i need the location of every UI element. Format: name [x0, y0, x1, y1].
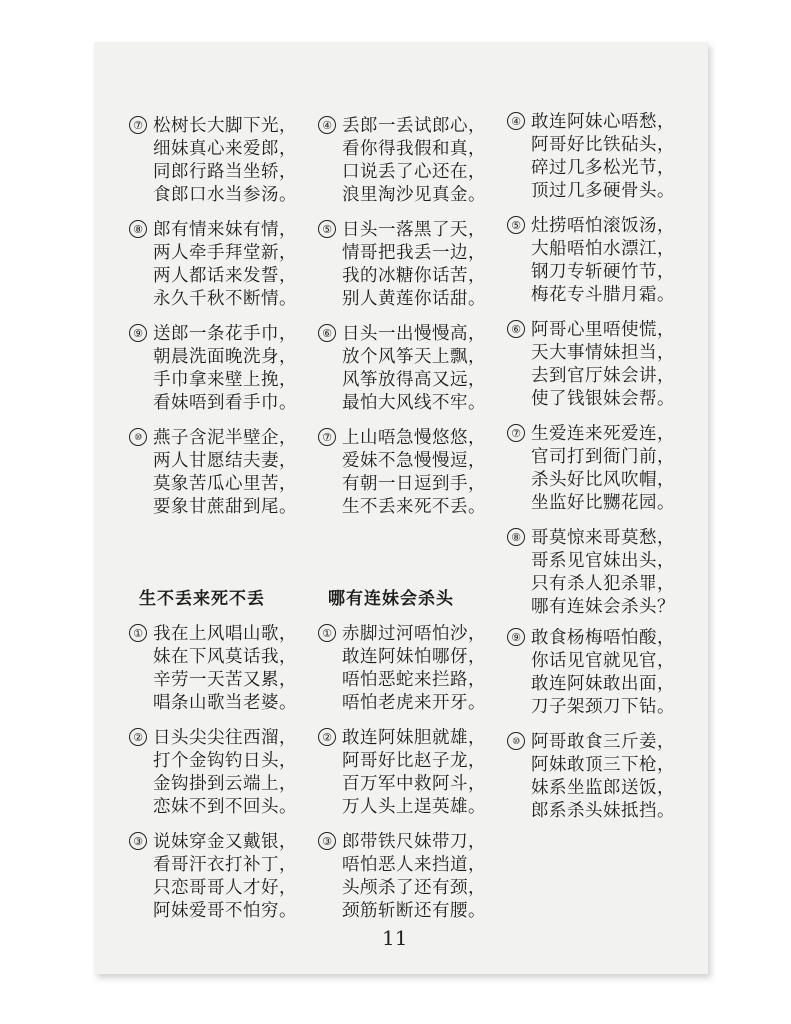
- verse-line: 我的冰糖你话苦，: [342, 266, 486, 286]
- verse-line: 日头一出慢慢高，: [342, 324, 486, 344]
- section-title: 哪有连妹会杀头: [328, 589, 454, 609]
- book-page: [94, 42, 708, 974]
- verse-line: 生爱连来死爱连，: [531, 424, 675, 444]
- verse-line: 妹在下风莫话我，: [153, 647, 297, 667]
- verse-line: 爱妹不急慢慢逗，: [342, 451, 486, 471]
- verse-number: ⑧: [507, 528, 525, 546]
- verse-line: 唔怕恶蛇来拦路，: [342, 670, 486, 690]
- verse-line: 燕子含泥半壁企，: [153, 428, 297, 448]
- verse-line: 敢连阿妹怕哪伢，: [342, 647, 486, 667]
- verse-line: 最怕大风线不牢。: [342, 393, 486, 413]
- verse-line: 松树长大脚下光，: [153, 116, 297, 136]
- verse-line: 郎系杀头妹抵挡。: [531, 801, 675, 821]
- verse-line: 情哥把我丢一边，: [342, 243, 486, 263]
- verse-number: ②: [318, 728, 336, 746]
- verse-line: 阿哥敢食三斤姜，: [531, 732, 675, 752]
- verse-number: ④: [507, 112, 525, 130]
- verse-line: 送郎一条花手巾，: [153, 324, 297, 344]
- verse-number: ①: [129, 624, 147, 642]
- verse-line: 两人甘愿结夫妻，: [153, 451, 297, 471]
- verse-number: ⑤: [507, 216, 525, 234]
- verse-line: 两人牵手拜堂新，: [153, 243, 297, 263]
- verse-line: 说妹穿金又戴银，: [153, 832, 297, 852]
- verse-line: 金钩掛到云端上，: [153, 774, 297, 794]
- verse-line: 食郎口水当参汤。: [153, 185, 297, 205]
- verse-number: ⑦: [507, 424, 525, 442]
- verse-number: ①: [318, 624, 336, 642]
- verse-line: 去到官厅妹会讲，: [531, 366, 675, 386]
- verse-line: 官司打到衙门前，: [531, 447, 675, 467]
- verse-line: 头颅杀了还有颈，: [342, 878, 486, 898]
- verse-line: 细妹真心来爱郎，: [153, 139, 297, 159]
- verse-line: 哥莫惊来哥莫愁，: [531, 528, 675, 548]
- verse-line: 莫象苦瓜心里苦，: [153, 474, 297, 494]
- verse-number: ⑨: [129, 324, 147, 342]
- page-number: 11: [382, 926, 408, 950]
- verse-number: ⑥: [318, 324, 336, 342]
- verse-number: ⑧: [129, 220, 147, 238]
- verse-line: 口说丢了心还在，: [342, 162, 486, 182]
- verse-line: 万人头上逞英雄。: [342, 797, 486, 817]
- verse-line: 别人黄莲你话甜。: [342, 289, 486, 309]
- verse-line: 看妹唔到看手巾。: [153, 393, 297, 413]
- verse-line: 顶过几多硬骨头。: [531, 181, 675, 201]
- verse-line: 使了钱银妹会帮。: [531, 389, 675, 409]
- verse-number: ⑦: [129, 116, 147, 134]
- verse-number: ⑥: [507, 320, 525, 338]
- verse-number: ⑤: [318, 220, 336, 238]
- verse-line: 哥系见官妹出头，: [531, 551, 675, 571]
- verse-line: 大船唔怕水漂江，: [531, 239, 675, 259]
- verse-line: 唱条山歌当老婆。: [153, 693, 297, 713]
- verse-line: 郎带铁尺妹带刀，: [342, 832, 486, 852]
- verse-line: 妹系坐监郎送饭，: [531, 778, 675, 798]
- verse-line: 坐监好比嬲花园。: [531, 493, 675, 513]
- verse-number: ⑩: [507, 732, 525, 750]
- verse-line: 唔怕恶人来挡道，: [342, 855, 486, 875]
- verse-line: 上山唔急慢悠悠，: [342, 428, 486, 448]
- verse-line: 只有杀人犯杀罪，: [531, 574, 675, 594]
- verse-line: 你话见官就见官，: [531, 651, 675, 671]
- verse-line: 生不丢来死不丢。: [342, 497, 486, 517]
- verse-line: 赤脚过河唔怕沙，: [342, 624, 486, 644]
- verse-line: 有朝一日逗到手，: [342, 474, 486, 494]
- verse-line: 郎有情来妹有情，: [153, 220, 297, 240]
- verse-line: 看你得我假和真，: [342, 139, 486, 159]
- verse-line: 我在上风唱山歌，: [153, 624, 297, 644]
- verse-line: 放个风筝天上飘，: [342, 347, 486, 367]
- verse-number: ⑦: [318, 428, 336, 446]
- verse-line: 日头尖尖往西溜，: [153, 728, 297, 748]
- verse-line: 灶捞唔怕滚饭汤，: [531, 216, 675, 236]
- verse-line: 同郎行路当坐轿，: [153, 162, 297, 182]
- verse-line: 阿哥好比赵子龙，: [342, 751, 486, 771]
- verse-line: 风筝放得高又远，: [342, 370, 486, 390]
- verse-line: 哪有连妹会杀头？: [531, 597, 675, 617]
- verse-line: 敢连阿妹胆就雄，: [342, 728, 486, 748]
- verse-line: 阿哥心里唔使慌，: [531, 320, 675, 340]
- verse-line: 浪里淘沙见真金。: [342, 185, 486, 205]
- verse-number: ⑨: [507, 628, 525, 646]
- verse-line: 朝晨洗面晚洗身，: [153, 347, 297, 367]
- verse-number: ⑩: [129, 428, 147, 446]
- verse-line: 天大事情妹担当，: [531, 343, 675, 363]
- verse-line: 只恋哥哥人才好，: [153, 878, 297, 898]
- verse-line: 敢连阿妹敢出面，: [531, 674, 675, 694]
- verse-line: 杀头好比风吹帽，: [531, 470, 675, 490]
- verse-line: 两人都话来发誓，: [153, 266, 297, 286]
- verse-line: 碎过几多松光节，: [531, 158, 675, 178]
- verse-line: 手巾拿来壁上挽，: [153, 370, 297, 390]
- verse-line: 敢食杨梅唔怕酸，: [531, 628, 675, 648]
- verse-line: 打个金钩钓日头，: [153, 751, 297, 771]
- verse-number: ③: [129, 832, 147, 850]
- verse-line: 刀子架颈刀下钻。: [531, 697, 675, 717]
- verse-line: 阿哥好比铁砧头，: [531, 135, 675, 155]
- section-title: 生不丢来死不丢: [139, 589, 265, 609]
- verse-line: 百万军中救阿斗，: [342, 774, 486, 794]
- verse-line: 钢刀专斩硬竹节，: [531, 262, 675, 282]
- verse-line: 日头一落黑了天，: [342, 220, 486, 240]
- verse-line: 敢连阿妹心唔愁，: [531, 112, 675, 132]
- verse-line: 丢郎一丢试郎心，: [342, 116, 486, 136]
- verse-line: 辛劳一天苦又累，: [153, 670, 297, 690]
- verse-line: 阿妹敢顶三下枪，: [531, 755, 675, 775]
- verse-line: 看哥汗衣打补丁，: [153, 855, 297, 875]
- verse-line: 梅花专斗腊月霜。: [531, 285, 675, 305]
- verse-number: ④: [318, 116, 336, 134]
- verse-line: 颈筋斩断还有腰。: [342, 901, 486, 921]
- verse-line: 阿妹爱哥不怕穷。: [153, 901, 297, 921]
- verse-number: ②: [129, 728, 147, 746]
- verse-line: 永久千秋不断情。: [153, 289, 297, 309]
- verse-line: 恋妹不到不回头。: [153, 797, 297, 817]
- verse-line: 要象甘蔗甜到尾。: [153, 497, 297, 517]
- verse-number: ③: [318, 832, 336, 850]
- verse-line: 唔怕老虎来开牙。: [342, 693, 486, 713]
